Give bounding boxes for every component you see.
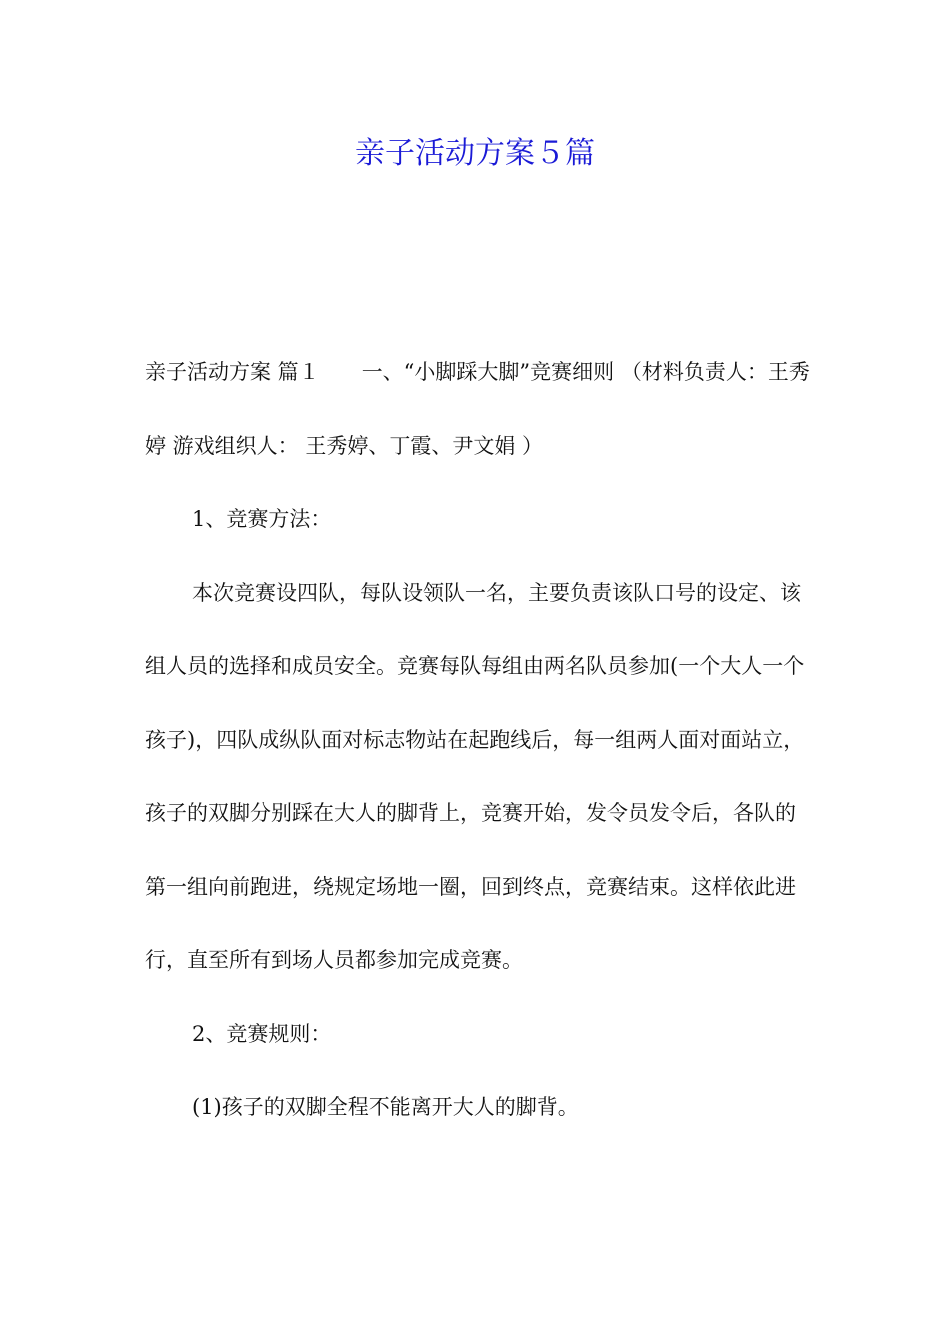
section-heading-text: 一、“小脚踩大脚”竞赛细则 （材料负责人：王秀婷 游戏组织人： 王秀婷、丁霞、尹文娟 ） <box>145 360 810 458</box>
document-body <box>145 336 810 1145</box>
subheading-rules: 2、竞赛规则： <box>192 1021 332 1046</box>
document-title: 亲子活动方案５篇 <box>355 136 595 171</box>
subheading-method: 1、竞赛方法： <box>192 507 332 531</box>
section-label: 亲子活动方案 篇１ <box>145 360 320 384</box>
rule-item: (1)孩子的双脚全程不能离开大人的脚背。 <box>192 1095 579 1119</box>
method-paragraph: 本次竞赛设四队，每队设领队一名，主要负责该队口号的设定、该组人员的选择和成员安全。竞赛每队每组由两名队员参加(一个大人一个孩子)，四队成纵队面对标志物站在起跑线后，每一组两人面对面站立，孩子的双脚分别踩在大人的脚背上，竞赛开始，发令员发令后，各队的第一组向前跑进，绕规定场地一圈，回到终点，竞赛结束。这样依此进行，直至所有到场人员都参加完成竞赛。 <box>145 580 805 972</box>
intro-paragraph <box>145 336 810 483</box>
